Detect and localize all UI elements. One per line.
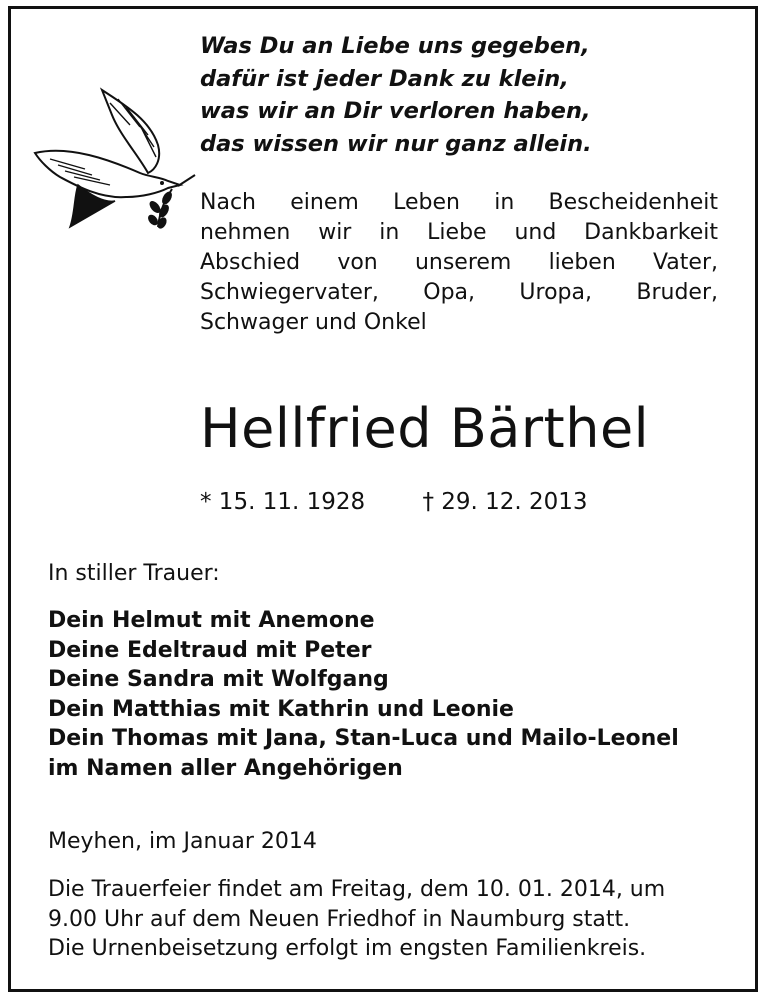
memorial-poem [200, 30, 592, 160]
deceased-name: Hellfried Bärthel [200, 397, 650, 460]
mourner-item: Dein Matthias mit Kathrin und Leonie [48, 696, 514, 722]
intro-line: Abschied von unserem lieben Vater, [200, 250, 718, 275]
mourning-heading: In stiller Trauer: [48, 561, 220, 586]
funeral-line: Die Urnenbeisetzung erfolgt im engsten Familienkreis. [48, 936, 647, 961]
place-and-date: Meyhen, im Januar 2014 [48, 829, 317, 854]
funeral-line: 9.00 Uhr auf dem Neuen Friedhof in Naumburg statt. [48, 906, 631, 932]
death-date: † 29. 12. 2013 [422, 489, 588, 515]
mourner-item: Deine Edeltraud mit Peter [48, 637, 372, 663]
mourner-item: Dein Thomas mit Jana, Stan-Luca und Mailo-Leonel [48, 726, 679, 751]
intro-line: Schwiegervater, Opa, Uropa, Bruder, [200, 280, 718, 305]
intro-paragraph [200, 188, 718, 338]
poem-line: Was Du an Liebe uns gegeben, [200, 33, 590, 59]
poem-line: das wissen wir nur ganz allein. [200, 130, 592, 157]
funeral-info [48, 875, 665, 964]
funeral-line: Die Trauerfeier findet am Freitag, dem 10. 01. 2014, um [48, 877, 666, 902]
mourner-item: im Namen aller Angehörigen [48, 755, 403, 781]
life-dates [200, 485, 588, 519]
mourner-item: Deine Sandra mit Wolfgang [48, 667, 389, 692]
intro-line: nehmen wir in Liebe und Dankbarkeit [200, 220, 718, 245]
poem-line: was wir an Dir verloren haben, [200, 98, 591, 124]
intro-line: Nach einem Leben in Bescheidenheit [200, 190, 718, 215]
birth-date: * 15. 11. 1928 [200, 489, 366, 515]
mourners-list [48, 606, 679, 783]
poem-line: dafür ist jeder Dank zu klein, [200, 65, 569, 92]
dove-with-olive-branch-icon [30, 85, 200, 235]
intro-line: Schwager und Onkel [200, 310, 427, 335]
mourner-item: Dein Helmut mit Anemone [48, 608, 375, 633]
